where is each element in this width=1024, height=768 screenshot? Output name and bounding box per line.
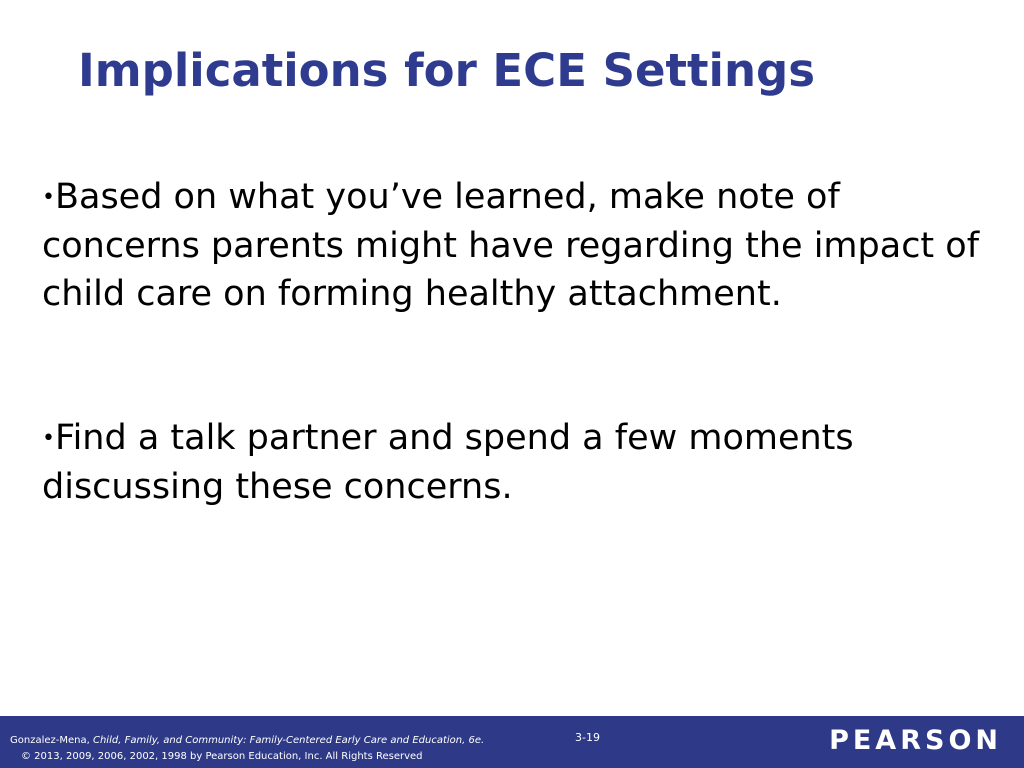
page-number: 3-19 [575, 731, 600, 744]
footer-bar [0, 716, 1024, 768]
bullet-marker: • [42, 185, 55, 210]
bullet-item [42, 414, 982, 511]
slide-title: Implications for ECE Settings [78, 44, 816, 97]
bullet-text: Based on what you’ve learned, make note of concerns parents might have regarding the impact of child care on forming healthy attachment. [42, 177, 980, 314]
footer-copyright: © 2013, 2009, 2006, 2002, 1998 by Pearson Education, Inc. All Rights Reserved [21, 751, 423, 762]
bullet-list [42, 173, 982, 511]
footer-author: Gonzalez-Mena, [10, 735, 90, 746]
bullet-marker: • [42, 426, 55, 451]
footer-line-1 [10, 733, 484, 749]
bullet-item [42, 173, 982, 318]
footer-citation [10, 733, 484, 765]
bullet-text: Find a talk partner and spend a few moments discussing these concerns. [42, 418, 854, 507]
pearson-logo: PEARSON [829, 725, 1002, 756]
footer-book-title: Child, Family, and Community: Family-Centered Early Care and Education, 6e. [92, 735, 485, 746]
